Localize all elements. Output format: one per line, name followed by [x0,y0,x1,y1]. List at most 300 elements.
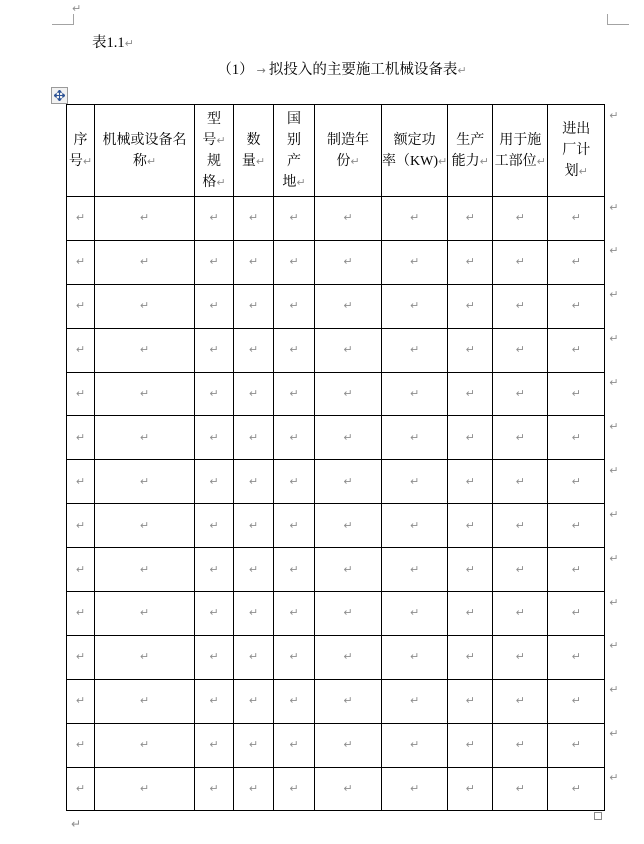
paragraph-mark: ↵ [71,817,82,831]
table-cell[interactable] [195,240,234,284]
table-cell[interactable] [382,328,448,372]
paragraph-mark: ↵ [139,474,150,488]
paragraph-mark: ↵ [465,518,475,532]
table-cell[interactable] [274,416,315,460]
table-cell[interactable] [274,504,315,548]
paragraph-mark: ↵ [75,211,86,225]
paragraph-mark: ↵ [609,376,619,390]
table-cell[interactable] [95,723,195,767]
paragraph-mark: ↵ [609,332,619,346]
table-cell[interactable] [195,504,234,548]
table-cell[interactable] [95,284,195,328]
paragraph-mark: ↵ [609,507,619,521]
paragraph-mark: ↵ [139,343,150,357]
paragraph-mark: ↵ [465,430,475,444]
table-cell[interactable] [95,328,195,372]
paragraph-mark: ↵ [75,518,86,532]
table-row [67,240,621,284]
table-cell[interactable] [493,460,548,504]
table-cell[interactable] [95,372,195,416]
paragraph-mark: ↵ [479,154,489,168]
table-cell[interactable] [95,197,195,241]
table-cell[interactable] [448,240,493,284]
table-cell[interactable] [493,197,548,241]
header-cell-construction-part[interactable] [493,105,548,197]
table-cell[interactable] [234,240,274,284]
paragraph-mark: ↵ [209,518,219,532]
paragraph-mark: ↵ [75,343,86,357]
table-cell[interactable] [493,240,548,284]
paragraph-mark: ↵ [515,562,525,576]
paragraph-mark: ↵ [410,518,420,532]
row-end-mark-cell [605,197,621,241]
table-cell[interactable] [234,723,274,767]
paragraph-mark: ↵ [209,343,219,357]
table-cell[interactable] [195,284,234,328]
paragraph-mark: ↵ [289,255,299,269]
table-cell[interactable] [315,548,382,592]
table-cell[interactable] [493,416,548,460]
header-cell-manufacture-year[interactable] [315,105,382,197]
table-cell[interactable] [234,416,274,460]
paragraph-mark: ↵ [343,387,353,400]
table-cell[interactable] [548,548,605,592]
paragraph-mark: ↵ [124,37,134,50]
table-cell[interactable] [493,504,548,548]
table-cell[interactable] [382,197,448,241]
table-cell[interactable] [548,197,605,241]
paragraph-mark: ↵ [515,782,525,796]
paragraph-mark: ↵ [343,562,353,576]
table-row [67,723,621,767]
table-cell[interactable] [493,548,548,592]
table-cell[interactable] [382,679,448,723]
row-end-mark-cell [605,460,621,504]
paragraph-mark: ↵ [289,343,299,357]
paragraph-mark: ↵ [410,562,420,576]
table-cell[interactable] [548,416,605,460]
paragraph-mark: ↵ [515,650,525,664]
table-cell[interactable] [195,592,234,636]
text-boundary-corner-left [52,14,74,25]
table-cell[interactable] [274,679,315,723]
table-cell[interactable] [67,504,95,548]
header-line: 号↵ [68,153,93,169]
paragraph-mark: ↵ [410,343,420,357]
table-cell[interactable] [234,460,274,504]
paragraph-mark: ↵ [75,606,86,620]
paragraph-mark: ↵ [75,387,86,400]
table-cell[interactable] [448,723,493,767]
paragraph-mark: ↵ [248,694,259,708]
table-cell[interactable] [448,548,493,592]
table-cell[interactable] [195,635,234,679]
paragraph-mark: ↵ [75,650,86,664]
table-row [67,460,621,504]
table-cell[interactable] [382,723,448,767]
table-cell[interactable] [548,723,605,767]
table-cell[interactable] [67,460,95,504]
table-cell[interactable] [67,240,95,284]
header-cell-model-specification[interactable] [195,105,234,197]
paragraph-mark: ↵ [609,288,619,302]
table-cell[interactable] [195,460,234,504]
table-cell[interactable] [67,328,95,372]
paragraph-mark: ↵ [139,518,150,532]
table-cell[interactable] [234,328,274,372]
table-cell[interactable] [274,284,315,328]
table-cell[interactable] [274,240,315,284]
paragraph-mark: ↵ [248,738,259,752]
paragraph-mark: ↵ [343,782,353,796]
table-cell[interactable] [382,240,448,284]
paragraph-mark: ↵ [465,387,475,400]
paragraph-mark: ↵ [75,738,86,752]
paragraph-mark: ↵ [139,606,150,620]
header-line: 规 [207,153,221,169]
table-cell[interactable] [315,197,382,241]
table-cell[interactable] [274,548,315,592]
table-cell[interactable] [67,416,95,460]
paragraph-mark: ↵ [289,694,299,708]
paragraph-mark: ↵ [571,430,581,444]
table-cell[interactable] [274,372,315,416]
table-cell[interactable] [315,328,382,372]
paragraph-mark: ↵ [343,430,353,444]
table-row [67,284,621,328]
row-end-mark-cell [605,328,621,372]
paragraph-mark: ↵ [255,154,266,168]
table-cell[interactable] [95,240,195,284]
paragraph-mark: ↵ [609,108,619,122]
table-cell[interactable] [448,284,493,328]
paragraph-mark: ↵ [72,2,82,15]
table-cell[interactable] [548,504,605,548]
table-cell[interactable] [195,767,234,811]
paragraph-mark: ↵ [515,255,525,269]
table-cell[interactable] [382,635,448,679]
table-cell[interactable] [95,635,195,679]
table-cell[interactable] [195,197,234,241]
table-row [67,592,621,636]
table-cell[interactable] [195,679,234,723]
row-end-mark-cell [605,767,621,811]
table-cell[interactable] [315,504,382,548]
paragraph-mark: ↵ [609,683,619,697]
table-move-handle[interactable] [51,87,68,104]
table-cell[interactable] [493,284,548,328]
paragraph-mark: ↵ [139,782,150,796]
table-cell[interactable] [67,197,95,241]
paragraph-mark: ↵ [209,387,219,400]
paragraph-mark: ↵ [343,474,353,488]
table-cell[interactable] [274,328,315,372]
table-cell[interactable] [195,548,234,592]
paragraph-mark: ↵ [209,694,219,708]
table-cell[interactable] [234,679,274,723]
table-resize-handle[interactable] [594,812,602,820]
paragraph-mark: ↵ [248,606,259,620]
paragraph-mark: ↵ [75,299,86,313]
table-cell[interactable] [448,328,493,372]
paragraph-mark: ↵ [75,474,86,488]
header-cell-serial-number[interactable] [67,105,95,197]
paragraph-mark: ↵ [457,64,467,77]
table-cell[interactable] [95,460,195,504]
table-cell[interactable] [315,767,382,811]
table-cell[interactable] [67,635,95,679]
paragraph-mark: ↵ [410,474,420,488]
header-cell-country-of-origin[interactable] [274,105,315,197]
table-cell[interactable] [548,679,605,723]
paragraph-mark: ↵ [289,518,299,532]
table-cell[interactable] [67,372,95,416]
paragraph-mark: ↵ [515,738,525,752]
table-cell[interactable] [315,284,382,328]
paragraph-mark: ↵ [571,518,581,532]
paragraph-mark: ↵ [289,650,299,664]
table-cell[interactable] [67,767,95,811]
row-end-mark-cell [605,679,621,723]
document-title [76,58,608,79]
table-cell[interactable] [195,723,234,767]
table-cell[interactable] [315,635,382,679]
paragraph-mark: ↵ [410,255,420,269]
header-line: 地↵ [282,174,306,190]
header-cell-rated-power-kw[interactable] [382,105,448,197]
table-cell[interactable] [315,240,382,284]
table-cell[interactable] [493,372,548,416]
paragraph-mark: ↵ [609,639,619,653]
paragraph-mark: ↵ [515,474,525,488]
paragraph-mark: ↵ [515,299,525,313]
table-cell[interactable] [548,372,605,416]
table-cell[interactable] [274,460,315,504]
table-cell[interactable] [382,548,448,592]
table-cell[interactable] [274,592,315,636]
table-cell[interactable] [95,548,195,592]
paragraph-mark: ↵ [343,694,353,708]
paragraph-mark: ↵ [571,299,581,313]
paragraph-mark: ↵ [209,430,219,444]
paragraph-mark: ↵ [465,299,475,313]
table-cell[interactable] [548,635,605,679]
paragraph-mark: ↵ [82,154,93,168]
header-cell-production-capacity[interactable] [448,105,493,197]
paragraph-mark: ↵ [289,430,299,444]
table-cell[interactable] [95,767,195,811]
paragraph-mark: ↵ [465,738,475,752]
paragraph-mark: ↵ [139,255,150,269]
table-cell[interactable] [234,635,274,679]
header-line: 份↵ [336,153,360,169]
paragraph-mark: ↵ [438,154,448,168]
paragraph-mark: ↵ [410,606,420,620]
paragraph-mark: ↵ [146,154,157,168]
table-row [67,504,621,548]
paragraph-mark: ↵ [343,343,353,357]
row-end-mark-cell [605,416,621,460]
table-cell[interactable] [234,197,274,241]
table-cell[interactable] [493,592,548,636]
table-cell[interactable] [382,504,448,548]
table-cell[interactable] [67,679,95,723]
table-cell[interactable] [234,548,274,592]
table-row [67,197,621,241]
paragraph-mark: ↵ [209,562,219,576]
table-cell[interactable] [382,592,448,636]
table-cell[interactable] [315,679,382,723]
table-cell[interactable] [382,284,448,328]
table-cell[interactable] [234,284,274,328]
table-cell[interactable] [195,328,234,372]
paragraph-mark: ↵ [609,463,619,477]
paragraph-mark: ↵ [75,430,86,444]
table-cell[interactable] [195,372,234,416]
header-line: 制造年 [327,132,369,148]
paragraph-mark: ↵ [609,244,619,258]
table-cell[interactable] [67,723,95,767]
header-cell-quantity[interactable] [234,105,274,197]
row-end-mark-cell [605,548,621,592]
caption-text: 表1.1 [92,35,125,51]
paragraph-mark: ↵ [139,562,150,576]
table-row [67,328,621,372]
table-cell[interactable] [448,504,493,548]
paragraph-mark: ↵ [343,518,353,532]
table-cell[interactable] [448,372,493,416]
paragraph-mark: ↵ [248,387,259,400]
paragraph-mark: ↵ [248,255,259,269]
paragraph-mark: ↵ [609,200,619,214]
paragraph-mark: ↵ [209,474,219,488]
paragraph-mark: ↵ [465,211,475,225]
table-cell[interactable] [234,592,274,636]
table-cell[interactable] [195,416,234,460]
table-cell[interactable] [548,592,605,636]
paragraph-mark: ↵ [139,694,150,708]
row-end-mark-cell [605,372,621,416]
table-cell[interactable] [234,767,274,811]
header-cell-machine-or-equipment-name[interactable] [95,105,195,197]
move-cross-icon [54,90,65,101]
paragraph-mark: ↵ [515,694,525,708]
table-cell[interactable] [274,197,315,241]
table-cell[interactable] [274,635,315,679]
paragraph-mark: ↵ [515,430,525,444]
header-line: 用于施 [499,132,542,148]
paragraph-mark: ↵ [289,211,299,225]
table-cell[interactable] [448,197,493,241]
paragraph-mark: ↵ [216,175,226,189]
table-cell[interactable] [95,416,195,460]
header-line: 型 [207,111,221,127]
table-cell[interactable] [448,767,493,811]
table-cell[interactable] [67,284,95,328]
paragraph-mark: ↵ [248,562,259,576]
paragraph-mark: ↵ [410,694,420,708]
table-cell[interactable] [493,328,548,372]
table-cell[interactable] [315,416,382,460]
table-cell[interactable] [67,548,95,592]
table-cell[interactable] [315,460,382,504]
table-cell[interactable] [548,284,605,328]
table-cell[interactable] [382,460,448,504]
paragraph-mark: ↵ [248,430,259,444]
table-cell[interactable] [448,679,493,723]
paragraph-mark: ↵ [410,211,420,225]
table-cell[interactable] [67,592,95,636]
table-cell[interactable] [548,328,605,372]
paragraph-mark: ↵ [571,738,581,752]
table-cell[interactable] [548,240,605,284]
paragraph-mark: ↵ [343,738,353,752]
header-line: 工部位↵ [494,153,546,169]
table-cell[interactable] [382,372,448,416]
paragraph-mark: ↵ [410,782,420,796]
header-line: 量↵ [241,153,266,169]
table-cell[interactable] [234,372,274,416]
table-cell[interactable] [95,679,195,723]
table-cell[interactable] [382,416,448,460]
table-cell[interactable] [448,635,493,679]
paragraph-mark: ↵ [289,299,299,313]
table-cell[interactable] [448,416,493,460]
table-cell[interactable] [493,723,548,767]
header-line: 产 [287,153,301,169]
paragraph-mark: ↵ [248,474,259,488]
paragraph-mark: ↵ [209,255,219,269]
paragraph-mark: ↵ [289,474,299,488]
paragraph-mark: ↵ [209,650,219,664]
table-cell[interactable] [493,767,548,811]
paragraph-mark: ↵ [248,518,259,532]
paragraph-mark: ↵ [296,175,306,189]
table-cell[interactable] [493,679,548,723]
paragraph-mark: ↵ [216,133,226,147]
table-cell[interactable] [315,592,382,636]
table-cell[interactable] [274,723,315,767]
table-cell[interactable] [448,460,493,504]
table-cell[interactable] [493,635,548,679]
paragraph-mark: ↵ [465,562,475,576]
paragraph-mark: ↵ [343,211,353,225]
paragraph-mark: ↵ [515,343,525,357]
header-cell-entry-exit-plan[interactable] [548,105,605,197]
row-end-mark-cell [605,284,621,328]
paragraph-mark: ↵ [609,771,619,785]
table-row [67,416,621,460]
table-row [67,372,621,416]
table-caption [92,31,134,52]
table-cell[interactable] [95,504,195,548]
text-boundary-corner-right [607,14,629,25]
table-cell[interactable] [95,592,195,636]
table-cell[interactable] [548,767,605,811]
paragraph-mark: ↵ [609,595,619,609]
table-cell[interactable] [274,767,315,811]
table-cell[interactable] [382,767,448,811]
paragraph-mark: ↵ [465,694,475,708]
table-cell[interactable] [548,460,605,504]
paragraph-mark: ↵ [209,299,219,313]
table-cell[interactable] [234,504,274,548]
table-cell[interactable] [315,372,382,416]
table-cell[interactable] [448,592,493,636]
paragraph-mark: ↵ [209,606,219,620]
table-cell[interactable] [315,723,382,767]
paragraph-mark: ↵ [248,343,259,357]
